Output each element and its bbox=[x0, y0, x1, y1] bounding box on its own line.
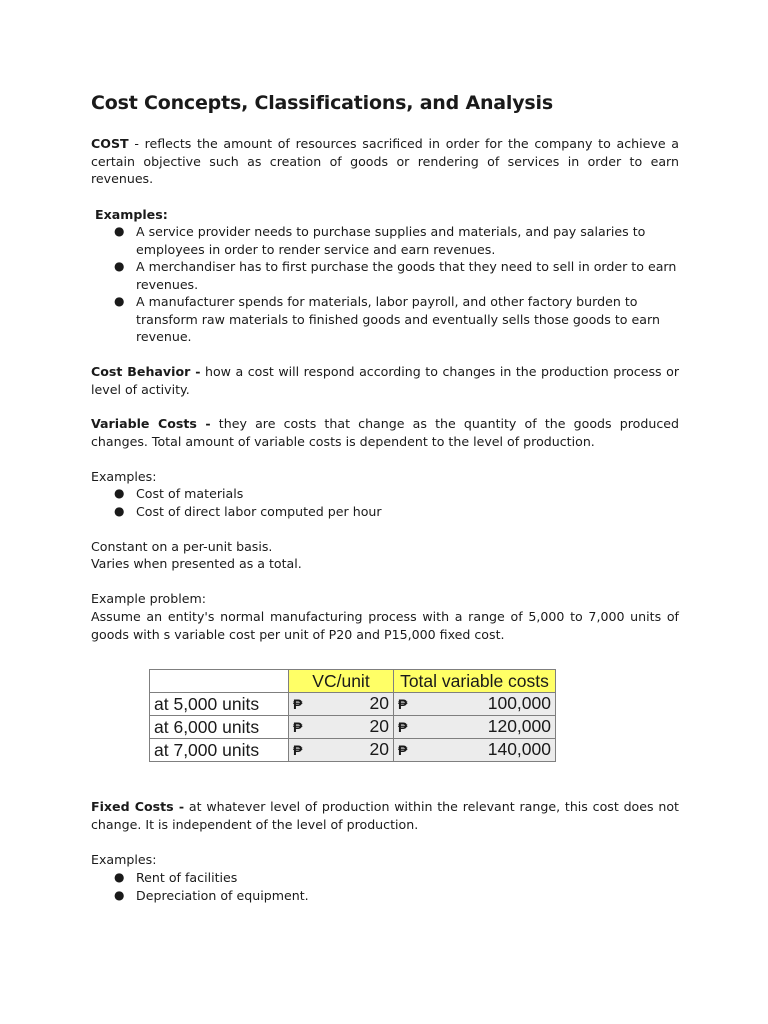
vc-unit-cell: ₱ 20 bbox=[289, 716, 394, 739]
row-label: at 7,000 units bbox=[150, 739, 289, 762]
list-item: ● A merchandiser has to first purchase the goods that they need to sell in order to earn revenues. bbox=[114, 259, 677, 292]
list-item: ● A manufacturer spends for materials, labor payroll, and other factory burden to transform raw materials to finished goods and eventually sells those goods to earn revenue. bbox=[114, 294, 660, 344]
variable-examples-list bbox=[110, 485, 680, 520]
list-item: ● Cost of materials bbox=[114, 486, 244, 501]
bullet-icon: ● bbox=[114, 224, 125, 238]
fixed-costs-term: Fixed Costs - bbox=[91, 799, 185, 814]
table-header-total: Total variable costs bbox=[394, 670, 556, 693]
example-problem-text: Assume an entity's normal manufacturing process with a range of 5,000 to 7,000 units of goods with s variable cost per unit of P20 and P15,000 fixed cost. bbox=[91, 609, 679, 642]
total-cell: ₱ 120,000 bbox=[394, 716, 556, 739]
bullet-icon: ● bbox=[114, 294, 125, 308]
variable-note-2: Varies when presented as a total. bbox=[91, 556, 302, 571]
cost-definition bbox=[91, 135, 679, 188]
cost-behavior-term: Cost Behavior - bbox=[91, 364, 201, 379]
table-row bbox=[150, 739, 556, 762]
variable-costs-definition: Variable Costs - they are costs that change as the quantity of the goods produced changes. Total amount of variable costs is dependent to the level of production. bbox=[91, 416, 679, 449]
fixed-costs-definition: Fixed Costs - at whatever level of production within the relevant range, this cost does not change. It is independent of the level of production. bbox=[91, 799, 679, 832]
fixed-examples-label: Examples: bbox=[91, 852, 157, 867]
example-problem-label: Example problem: bbox=[91, 591, 206, 606]
row-label: at 5,000 units bbox=[150, 693, 289, 716]
variable-examples-label: Examples: bbox=[91, 469, 157, 484]
bullet-icon: ● bbox=[114, 503, 125, 518]
list-item: ● Cost of direct labor computed per hour bbox=[114, 503, 382, 519]
table-header-vc-unit: VC/unit bbox=[289, 670, 394, 693]
peso-symbol: ₱ bbox=[293, 742, 303, 758]
table-header-row bbox=[150, 670, 556, 693]
fixed-examples-list bbox=[110, 869, 680, 904]
bullet-icon: ● bbox=[114, 486, 125, 500]
variable-costs-term: Variable Costs - bbox=[91, 416, 211, 431]
cost-definition-text: - reflects the amount of resources sacrificed in order for the company to achieve a certain objective such as creation of goods or rendering of services in order to earn revenues. bbox=[91, 136, 679, 186]
bullet-icon: ● bbox=[114, 259, 125, 273]
vc-unit-cell: ₱ 20 bbox=[289, 693, 394, 716]
total-cell: ₱ 100,000 bbox=[394, 693, 556, 716]
list-item: ● Rent of facilities bbox=[114, 870, 238, 885]
list-item: ● A service provider needs to purchase supplies and materials, and pay salaries to employees in order to render service and earn revenues. bbox=[114, 224, 646, 257]
page-title: Cost Concepts, Classifications, and Analysis bbox=[91, 92, 553, 114]
list-item: ● Depreciation of equipment. bbox=[114, 887, 309, 903]
vc-unit-cell: ₱ 20 bbox=[289, 739, 394, 762]
peso-symbol: ₱ bbox=[398, 742, 408, 758]
peso-symbol: ₱ bbox=[293, 696, 303, 712]
variable-note-1: Constant on a per-unit basis. bbox=[91, 539, 273, 554]
peso-symbol: ₱ bbox=[398, 696, 408, 712]
bullet-icon: ● bbox=[114, 870, 125, 884]
total-cell: ₱ 140,000 bbox=[394, 739, 556, 762]
peso-symbol: ₱ bbox=[398, 719, 408, 735]
row-label: at 6,000 units bbox=[150, 716, 289, 739]
cost-behavior-definition: Cost Behavior - how a cost will respond according to changes in the production process or level of activity. bbox=[91, 364, 679, 397]
table-header-blank bbox=[150, 670, 289, 693]
cost-examples-list bbox=[110, 223, 680, 346]
cost-term: COST bbox=[91, 136, 129, 151]
bullet-icon: ● bbox=[114, 887, 125, 902]
cost-examples-label: Examples: bbox=[95, 207, 168, 222]
variable-cost-table bbox=[149, 669, 556, 762]
table-row bbox=[150, 716, 556, 739]
table-row bbox=[150, 693, 556, 716]
peso-symbol: ₱ bbox=[293, 719, 303, 735]
